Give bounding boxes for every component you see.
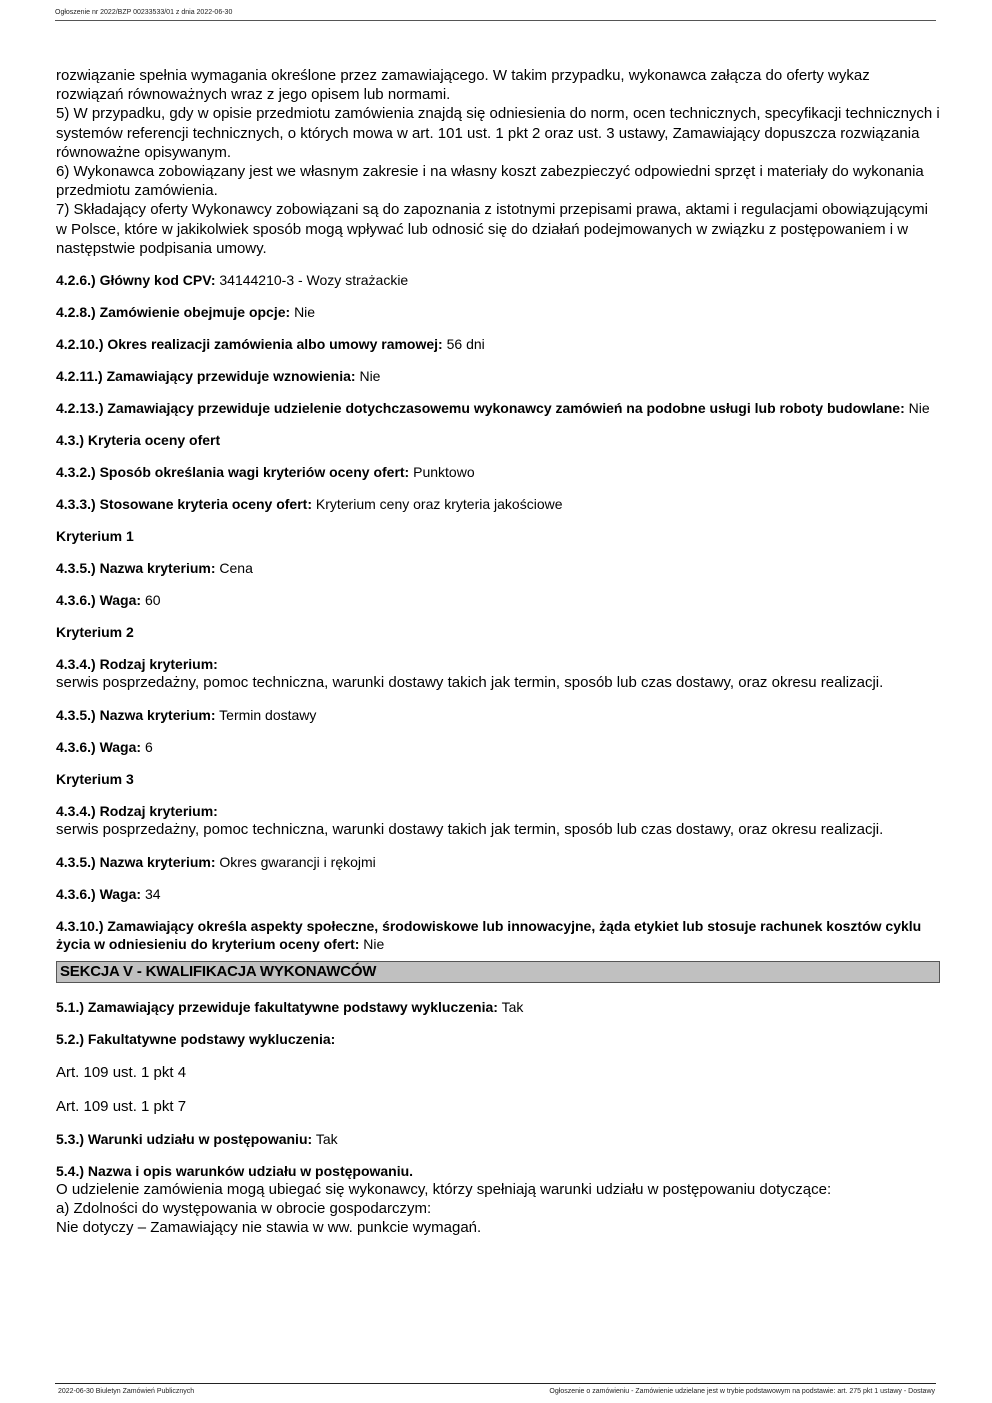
criterion-title-text: Kryterium 1 [56,528,134,545]
field-label: 4.3.4.) Rodzaj kryterium: [56,656,218,673]
field-label: 4.2.13.) Zamawiający przewiduje udzielenie dotychczasowemu wykonawcy zamówień na podobne usługi lub roboty budowlane: [56,400,905,417]
intro-paragraph: 6) Wykonawca zobowiązany jest we własnym zakresie i na własny koszt zabezpieczyć odpowiedni sprzęt i materiały do wykonania przedmiotu zamówienia. [56,163,924,200]
criteria-heading [56,431,940,449]
field-value: Nie [908,400,930,417]
field-value: Tak [501,999,524,1016]
field-label: 4.3.4.) Rodzaj kryterium: [56,803,218,820]
field-value: Nie [359,368,381,385]
field-optional-grounds [56,998,940,1016]
field-criteria-used [56,495,940,513]
field-options [56,303,940,321]
document-body [56,66,940,1237]
intro-paragraph: 5) W przypadku, gdy w opisie przedmiotu zamówienia znajdą się odniesienia do norm, ocen technicznych, specyfikacji technicznych i systemów referencji technicznych, o których mowa w art. 101 ust. 1 pkt 2 oraz ust. 3 ustawy, Zamawiający dopuszcza rozwiązania równoważne opisywanym. [56,105,940,161]
field-value: 34144210-3 - Wozy strażackie [219,272,409,289]
field-weight-method [56,463,940,481]
field-value: Nie [294,304,316,321]
page-header: Ogłoszenie nr 2022/BZP 00233533/01 z dnia 2022-06-30 [55,9,233,16]
criterion-name [56,559,940,577]
field-renewal [56,367,940,385]
criterion-title [56,623,940,641]
field-value: Nie [363,936,385,953]
criterion-weight [56,738,940,756]
field-label: 5.3.) Warunki udziału w postępowaniu: [56,1130,313,1147]
field-value: Kryterium ceny oraz kryteria jakościowe [315,496,563,513]
footer-right: Ogłoszenie o zamówieniu - Zamówienie udzielane jest w trybie podstawowym na podstawie: art. 275 pkt 1 ustawy - Dostawy [549,1388,935,1395]
criterion-title-text: Kryterium 2 [56,624,134,641]
field-value: 60 [144,592,161,609]
criterion-weight [56,885,940,903]
header-divider [55,20,936,21]
field-value: Okres gwarancji i rękojmi [219,854,376,871]
field-label: 4.2.6.) Główny kod CPV: [56,272,216,289]
field-label: 4.3.3.) Stosowane kryteria oceny ofert: [56,496,312,513]
field-value: Termin dostawy [219,707,317,724]
field-label: 5.1.) Zamawiający przewiduje fakultatywne podstawy wykluczenia: [56,999,498,1016]
criterion-title-text: Kryterium 3 [56,771,134,788]
heading-text: 4.3.) Kryteria oceny ofert [56,432,221,449]
conditions-desc-line: O udzielenie zamówienia mogą ubiegać się wykonawcy, którzy spełniają warunki udziału w postępowaniu dotyczące: [56,1180,832,1198]
criterion-title [56,770,940,788]
field-value: 34 [144,886,161,903]
field-value: 6 [144,739,153,756]
field-period [56,335,940,353]
ground-item: Art. 109 ust. 1 pkt 7 [56,1097,187,1115]
field-conditions [56,1130,940,1148]
field-label: 5.4.) Nazwa i opis warunków udziału w postępowaniu. [56,1162,414,1179]
field-label: 5.2.) Fakultatywne podstawy wykluczenia: [56,1031,336,1048]
section-header: SEKCJA V - KWALIFIKACJA WYKONAWCÓW [56,961,940,983]
field-label: 4.3.5.) Nazwa kryterium: [56,707,216,724]
grounds-heading [56,1030,940,1048]
criterion-name [56,853,940,871]
criterion-name [56,706,940,724]
field-value: Tak [315,1130,338,1147]
intro-paragraph: 7) Składający oferty Wykonawcy zobowiązani są do zapoznania z istotnymi przepisami prawa, aktami i regulacjami obowiązującymi w Polsce, które w jakikolwiek sposób mogą wpływać lub odnosić się do działań podejmowanych w związku z postępowaniem i w następstwie podpisania umowy. [56,201,928,257]
field-label: 4.3.6.) Waga: [56,739,142,756]
criterion-type: serwis posprzedażny, pomoc techniczna, warunki dostawy takich jak termin, sposób lub czas dostawy, oraz okresu realizacji. [56,821,884,839]
field-label: 4.3.5.) Nazwa kryterium: [56,854,216,871]
field-value: Cena [219,560,253,577]
conditions-desc-heading [56,1162,940,1180]
field-label: 4.2.8.) Zamówienie obejmuje opcje: [56,304,291,321]
field-label: 4.3.6.) Waga: [56,886,142,903]
intro-paragraph: rozwiązanie spełnia wymagania określone przez zamawiającego. W takim przypadku, wykonawca załącza do oferty wykaz rozwiązań równoważnych wraz z jego opisem lub normami. [56,67,870,104]
field-label: 4.2.11.) Zamawiający przewiduje wznowienia: [56,368,356,385]
field-label: 4.2.10.) Okres realizacji zamówienia albo umowy ramowej: [56,336,443,353]
criterion-title [56,527,940,545]
field-label: 4.3.10.) Zamawiający określa aspekty społeczne, środowiskowe lub innowacyjne, żąda etykiet lub stosuje rachunek kosztów cyklu życia w odniesieniu do kryterium oceny ofert: [56,918,922,953]
footer-divider [55,1383,936,1384]
criterion-type: serwis posprzedażny, pomoc techniczna, warunki dostawy takich jak termin, sposób lub czas dostawy, oraz okresu realizacji. [56,674,884,692]
field-value: 56 dni [446,336,485,353]
field-value: Punktowo [413,464,475,481]
field-aspects [56,917,940,953]
criterion-type-label [56,655,940,673]
field-cpv [56,271,940,289]
field-label: 4.3.2.) Sposób określania wagi kryteriów oceny ofert: [56,464,410,481]
criterion-weight [56,591,940,609]
conditions-desc-line: Nie dotyczy – Zamawiający nie stawia w ww. punkcie wymagań. [56,1219,482,1237]
field-similar [56,399,940,417]
field-label: 4.3.5.) Nazwa kryterium: [56,560,216,577]
footer-left: 2022-06-30 Biuletyn Zamówień Publicznych [58,1388,195,1395]
ground-item: Art. 109 ust. 1 pkt 4 [56,1064,187,1082]
criterion-type-label [56,802,940,820]
field-label: 4.3.6.) Waga: [56,592,142,609]
conditions-desc-line: a) Zdolności do występowania w obrocie gospodarczym: [56,1200,432,1218]
